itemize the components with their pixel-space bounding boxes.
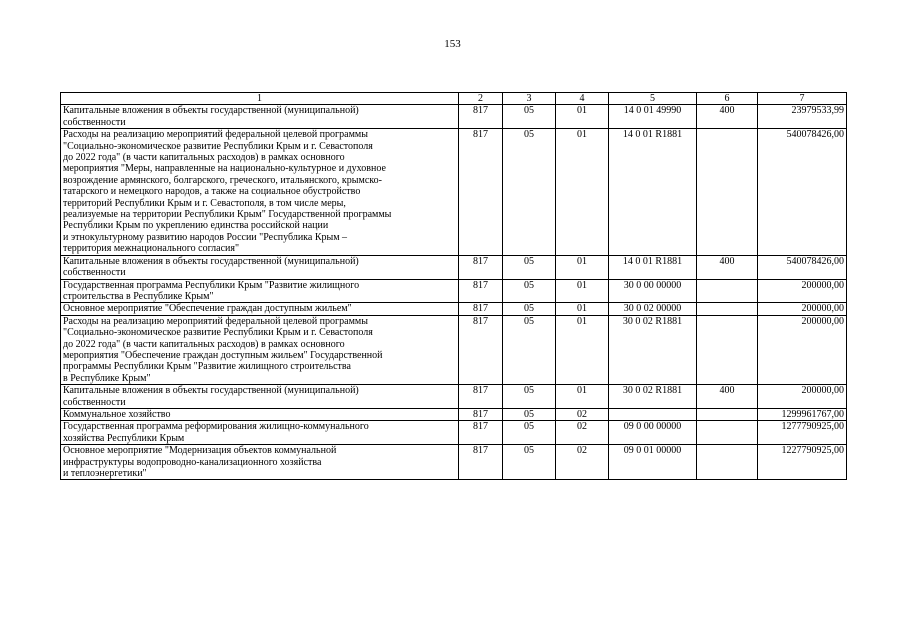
target-code [609, 408, 697, 420]
target-code: 14 0 01 R1881 [609, 129, 697, 255]
table-row [61, 385, 847, 409]
amount: 200000,00 [758, 315, 847, 384]
target-code: 14 0 01 49990 [609, 105, 697, 129]
row-name: Капитальные вложения в объекты государственной (муниципальной) собственности [61, 385, 459, 409]
section-code: 05 [503, 445, 556, 480]
amount: 1227790925,00 [758, 445, 847, 480]
column-header: 7 [758, 93, 847, 105]
amount: 23979533,99 [758, 105, 847, 129]
expense-type-code [697, 315, 758, 384]
amount: 200000,00 [758, 385, 847, 409]
ministry-code: 817 [459, 279, 503, 303]
column-header: 1 [61, 93, 459, 105]
expense-type-code [697, 129, 758, 255]
column-header: 4 [556, 93, 609, 105]
target-code: 30 0 00 00000 [609, 279, 697, 303]
row-name: Государственная программа реформирования жилищно-коммунального хозяйства Республики Крым [61, 421, 459, 445]
column-header: 3 [503, 93, 556, 105]
amount: 1277790925,00 [758, 421, 847, 445]
amount: 200000,00 [758, 279, 847, 303]
subsection-code: 01 [556, 279, 609, 303]
ministry-code: 817 [459, 255, 503, 279]
amount: 200000,00 [758, 303, 847, 315]
section-code: 05 [503, 105, 556, 129]
row-name: Основное мероприятие "Обеспечение граждан доступным жильем" [61, 303, 459, 315]
row-name: Основное мероприятие "Модернизация объектов коммунальной инфраструктуры водопроводно-канализационного хозяйства и теплоэнергетики" [61, 445, 459, 480]
table-row [61, 421, 847, 445]
target-code: 30 0 02 R1881 [609, 315, 697, 384]
table-row [61, 129, 847, 255]
row-name: Капитальные вложения в объекты государственной (муниципальной) собственности [61, 255, 459, 279]
subsection-code: 02 [556, 421, 609, 445]
target-code: 30 0 02 00000 [609, 303, 697, 315]
expense-type-code [697, 303, 758, 315]
amount: 540078426,00 [758, 255, 847, 279]
subsection-code: 01 [556, 255, 609, 279]
budget-table [60, 92, 847, 480]
target-code: 09 0 01 00000 [609, 445, 697, 480]
expense-type-code: 400 [697, 255, 758, 279]
section-code: 05 [503, 315, 556, 384]
subsection-code: 01 [556, 303, 609, 315]
table-row [61, 315, 847, 384]
section-code: 05 [503, 255, 556, 279]
column-header: 2 [459, 93, 503, 105]
expense-type-code [697, 445, 758, 480]
section-code: 05 [503, 303, 556, 315]
expense-type-code [697, 421, 758, 445]
expense-type-code: 400 [697, 105, 758, 129]
subsection-code: 02 [556, 408, 609, 420]
ministry-code: 817 [459, 385, 503, 409]
ministry-code: 817 [459, 303, 503, 315]
column-header: 5 [609, 93, 697, 105]
row-name: Коммунальное хозяйство [61, 408, 459, 420]
row-name: Капитальные вложения в объекты государственной (муниципальной) собственности [61, 105, 459, 129]
subsection-code: 01 [556, 129, 609, 255]
table-row [61, 255, 847, 279]
ministry-code: 817 [459, 445, 503, 480]
table-row [61, 303, 847, 315]
page-number: 153 [444, 38, 461, 50]
subsection-code: 01 [556, 385, 609, 409]
section-code: 05 [503, 129, 556, 255]
ministry-code: 817 [459, 105, 503, 129]
table-row [61, 105, 847, 129]
section-code: 05 [503, 408, 556, 420]
section-code: 05 [503, 421, 556, 445]
ministry-code: 817 [459, 408, 503, 420]
target-code: 09 0 00 00000 [609, 421, 697, 445]
ministry-code: 817 [459, 129, 503, 255]
subsection-code: 01 [556, 315, 609, 384]
ministry-code: 817 [459, 421, 503, 445]
expense-type-code: 400 [697, 385, 758, 409]
ministry-code: 817 [459, 315, 503, 384]
amount: 540078426,00 [758, 129, 847, 255]
target-code: 14 0 01 R1881 [609, 255, 697, 279]
section-code: 05 [503, 279, 556, 303]
table-row [61, 408, 847, 420]
column-header: 6 [697, 93, 758, 105]
amount: 1299961767,00 [758, 408, 847, 420]
column-number-row [61, 93, 847, 105]
section-code: 05 [503, 385, 556, 409]
subsection-code: 02 [556, 445, 609, 480]
table-row [61, 445, 847, 480]
table-row [61, 279, 847, 303]
row-name: Государственная программа Республики Крым "Развитие жилищного строительства в Республике Крым" [61, 279, 459, 303]
row-name: Расходы на реализацию мероприятий федеральной целевой программы "Социально-экономическое развитие Республики Крым и г. Севастополя до 2022 года" (в части капитальных расходов) в рамках основного мероприятия "Меры, направленные на национально-культурное и духовное возрождение армянского, болгарского, греческого, итальянского, крымско- татарского и немецкого народов, а также на социальное обустройство территорий Республики Крым и г. Севастополя, в том числе меры, реализуемые на территории Республики Крым" Государственной программы Республики Крым по укреплению единства российской нации и этнокультурному развитию народов России "Республика Крым – территория межнационального согласия" [61, 129, 459, 255]
target-code: 30 0 02 R1881 [609, 385, 697, 409]
expense-type-code [697, 279, 758, 303]
row-name: Расходы на реализацию мероприятий федеральной целевой программы "Социально-экономическое развитие Республики Крым и г. Севастополя до 2022 года" (в части капитальных расходов) в рамках основного мероприятия "Обеспечение граждан доступным жильем" Государственной программы Республики Крым "Развитие жилищного строительства в Республике Крым" [61, 315, 459, 384]
subsection-code: 01 [556, 105, 609, 129]
expense-type-code [697, 408, 758, 420]
